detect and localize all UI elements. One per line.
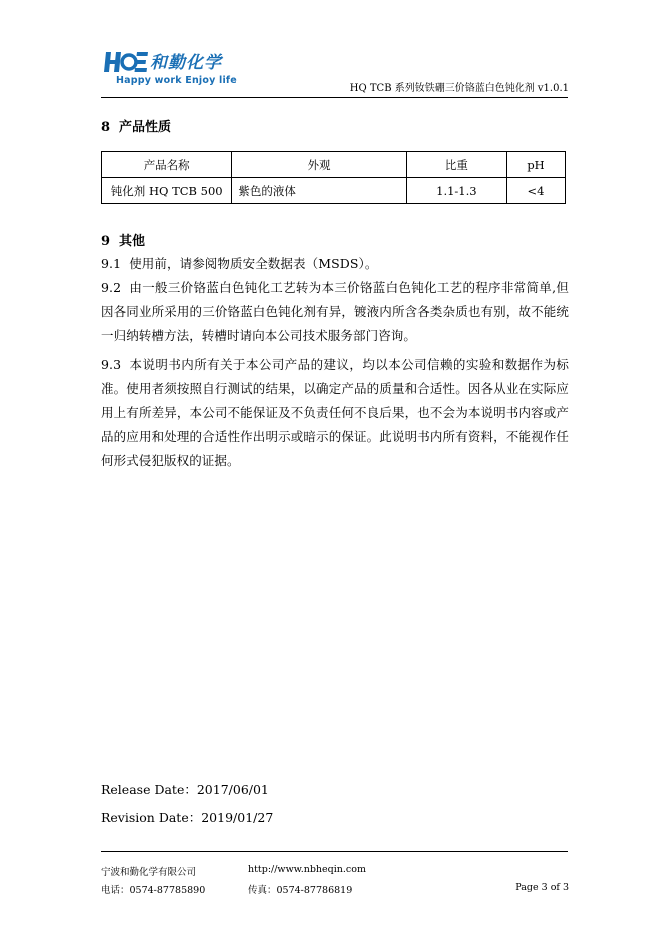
section-8-heading [101, 116, 171, 135]
paragraph-text: 使用前，请参阅物质安全数据表（MSDS）。 [129, 256, 378, 271]
paragraph-9-1 [101, 252, 569, 276]
footer-divider [101, 851, 568, 852]
paragraph-text: 由一般三价铬蓝白色钝化工艺转为本三价铬蓝白色钝化工艺的程序非常简单,但因各同业所采用的三价铬蓝白色钝化剂有异，镀液内所含各类杂质也有别，故不能统一归纳转槽方法，转槽时请向本公司技术服务部门咨询。 [101, 280, 569, 343]
paragraph-text: 本说明书内所有关于本公司产品的建议，均以本公司信赖的实验和数据作为标准。使用者须按照自行测试的结果，以确定产品的质量和合适性。因各从业在实际应用上有所差异，本公司不能保证及不负责任何不良后果，也不会为本说明书内容或产品的应用和处理的合适性作出明示或暗示的保证。此说明书内所有资料，不能视作任何形式侵犯版权的证据。 [101, 357, 569, 468]
cell-ph: <4 [507, 178, 566, 204]
hqe-logo-icon [104, 50, 148, 74]
release-date: Release Date：2017/06/01 [101, 782, 269, 797]
logo-chinese-text: 和勤化学 [150, 53, 222, 73]
cell-product-name: 钝化剂 HQ TCB 500 [102, 178, 232, 204]
paragraph-number: 9.3 [101, 357, 122, 372]
paragraph-number: 9.2 [101, 280, 122, 295]
company-logo [104, 46, 254, 90]
document-title: HQ TCB 系列钕铁硼三价铬蓝白色钝化剂 v1.0.1 [349, 83, 569, 94]
cell-appearance: 紫色的液体 [232, 178, 406, 204]
section-9-heading [101, 230, 145, 249]
product-properties-table [101, 151, 566, 204]
header-appearance: 外观 [232, 152, 406, 178]
paragraph-9-2 [101, 276, 569, 348]
table-row [102, 178, 566, 204]
section-8-title: 产品性质 [119, 120, 172, 135]
header-ph: pH [507, 152, 566, 178]
footer-telephone: 电话：0574-87785890 [101, 885, 206, 896]
footer-fax: 传真：0574-87786819 [248, 885, 353, 896]
page-number: Page 3 of 3 [515, 882, 569, 893]
header-product-name: 产品名称 [102, 152, 232, 178]
revision-date: Revision Date：2019/01/27 [101, 810, 274, 825]
paragraph-number: 9.1 [101, 256, 122, 271]
section-9-number: 9 [101, 234, 111, 249]
footer-company: 宁波和勤化学有限公司 [101, 867, 197, 878]
paragraph-9-3 [101, 353, 569, 473]
cell-specific-gravity: 1.1-1.3 [406, 178, 506, 204]
header-divider [101, 97, 568, 98]
footer-website-link[interactable]: http://www.nbheqin.com [248, 864, 366, 875]
section-9-title: 其他 [119, 234, 146, 249]
logo-slogan: Happy work Enjoy life [116, 75, 237, 86]
header-specific-gravity: 比重 [406, 152, 506, 178]
table-header-row [102, 152, 566, 178]
section-8-number: 8 [101, 120, 111, 135]
